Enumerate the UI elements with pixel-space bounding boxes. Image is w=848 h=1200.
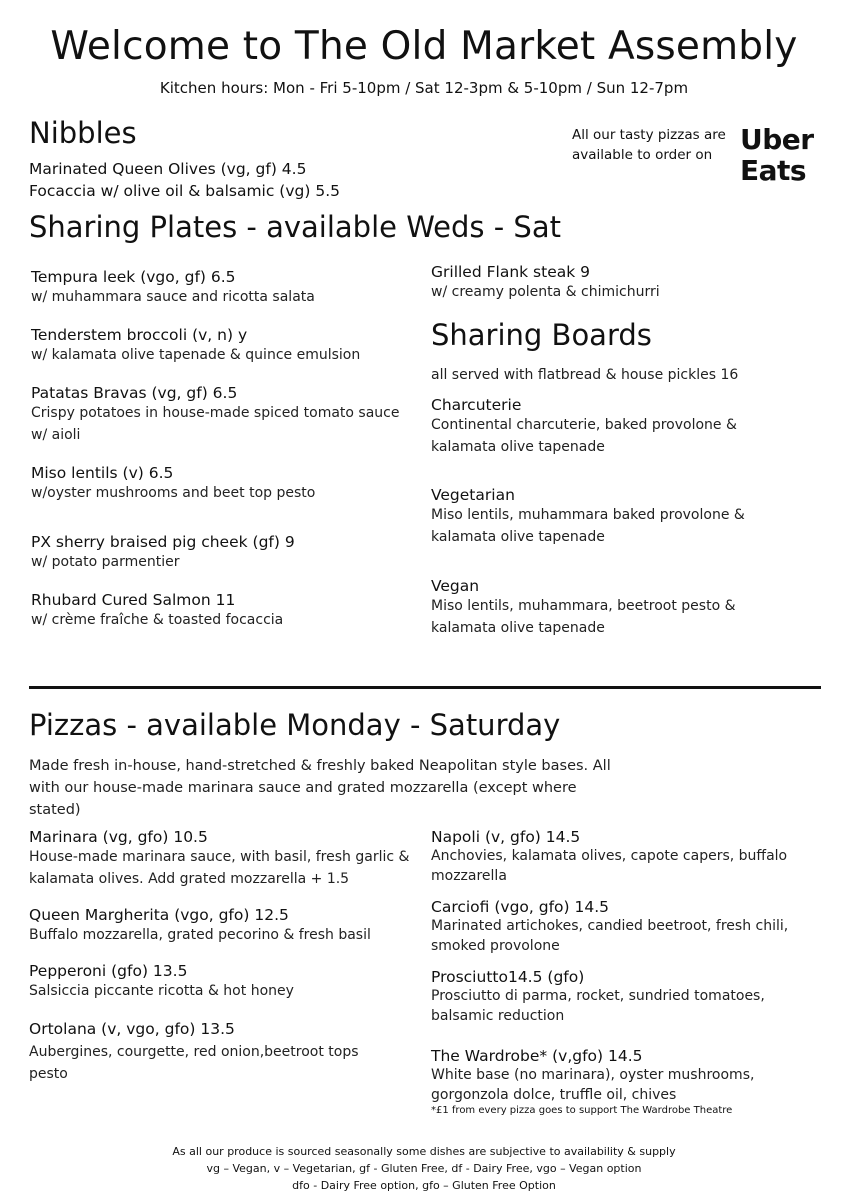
page-title: Welcome to The Old Market Assembly — [50, 24, 798, 69]
nibble-item: Marinated Queen Olives (vg, gf) 4.5 — [29, 160, 307, 178]
item-name: Charcuterie — [431, 396, 522, 414]
uber-promo-line: available to order on — [572, 147, 713, 163]
menu-item — [431, 1047, 811, 1116]
nibbles-heading: Nibbles — [29, 116, 137, 150]
footer-line: dfo - Dairy Free option, gfo – Gluten Free Option — [292, 1179, 556, 1192]
uber-logo-line: Eats — [740, 154, 807, 187]
kitchen-hours: Kitchen hours: Mon - Fri 5-10pm / Sat 12-3pm & 5-10pm / Sun 12-7pm — [159, 79, 689, 97]
uber-logo-line: Uber — [740, 123, 814, 156]
sharing-boards-subtitle: all served with flatbread & house pickles 16 — [431, 367, 739, 383]
pizzas-heading: Pizzas - available Monday - Saturday — [29, 708, 561, 742]
item-desc: Prosciutto di parma, rocket, sundried tomatoes, balsamic reduction — [431, 988, 765, 1024]
item-name: Rhubard Cured Salmon 11 — [31, 591, 236, 609]
item-desc: Aubergines, courgette, red onion,beetroot tops pesto — [29, 1044, 359, 1082]
sharing-boards-heading: Sharing Boards — [431, 318, 652, 352]
uber-eats-logo — [740, 124, 814, 186]
wardrobe-note: *£1 from every pizza goes to support The Wardrobe Theatre — [431, 1105, 733, 1116]
item-desc: White base (no marinara), oyster mushrooms, gorgonzola dolce, truffle oil, chives — [431, 1067, 755, 1103]
item-desc: Anchovies, kalamata olives, capote capers, buffalo mozzarella — [431, 848, 788, 884]
item-desc: Crispy potatoes in house-made spiced tomato sauce w/ aioli — [31, 405, 400, 443]
item-name: Marinara (vg, gfo) 10.5 — [29, 828, 208, 846]
item-desc: Buffalo mozzarella, grated pecorino & fresh basil — [29, 927, 371, 943]
menu-item — [31, 591, 416, 631]
menu-item — [431, 577, 771, 639]
menu-item — [431, 828, 811, 886]
item-desc: w/ muhammara sauce and ricotta salata — [31, 289, 315, 305]
item-desc: Miso lentils, muhammara, beetroot pesto & kalamata olive tapenade — [431, 598, 736, 636]
pizzas-intro: Made fresh in-house, hand-stretched & freshly baked Neapolitan style bases. All with our house-made marinara sauce and grated mozzarella (except where stated) — [29, 758, 611, 818]
item-name: Ortolana (v, vgo, gfo) 13.5 — [29, 1020, 235, 1038]
item-desc: w/ potato parmentier — [31, 554, 180, 570]
uber-promo-line: All our tasty pizzas are — [572, 127, 726, 143]
item-desc: w/oyster mushrooms and beet top pesto — [31, 485, 316, 501]
menu-item — [31, 326, 416, 366]
sharing-plates-heading: Sharing Plates - available Weds - Sat — [29, 210, 561, 244]
menu-item — [29, 1020, 389, 1085]
menu-item — [431, 898, 811, 956]
menu-item — [431, 968, 811, 1026]
item-name: Prosciutto14.5 (gfo) — [431, 968, 585, 986]
item-desc: Miso lentils, muhammara baked provolone & kalamata olive tapenade — [431, 507, 745, 545]
item-name: Napoli (v, gfo) 14.5 — [431, 828, 581, 846]
item-desc: Continental charcuterie, baked provolone & kalamata olive tapenade — [431, 417, 737, 455]
item-desc: w/ creamy polenta & chimichurri — [431, 284, 660, 300]
item-name: The Wardrobe* (v,gfo) 14.5 — [431, 1047, 643, 1065]
nibble-item: Focaccia w/ olive oil & balsamic (vg) 5.5 — [29, 182, 340, 200]
section-divider — [29, 686, 821, 689]
item-name: PX sherry braised pig cheek (gf) 9 — [31, 533, 295, 551]
item-name: Carciofi (vgo, gfo) 14.5 — [431, 898, 610, 916]
menu-item — [31, 268, 416, 308]
item-name: Vegan — [431, 577, 480, 595]
menu-item — [31, 533, 416, 573]
menu-item — [29, 906, 414, 946]
footer-line: vg – Vegan, v – Vegetarian, gf - Gluten Free, df - Dairy Free, vgo – Vegan option — [206, 1162, 642, 1175]
uber-eats-promo — [572, 125, 726, 165]
item-desc: w/ kalamata olive tapenade & quince emulsion — [31, 347, 361, 363]
item-desc: Marinated artichokes, candied beetroot, fresh chili, smoked provolone — [431, 918, 789, 954]
item-name: Vegetarian — [431, 486, 515, 504]
item-desc: w/ crème fraîche & toasted focaccia — [31, 612, 284, 628]
menu-item — [431, 396, 771, 458]
item-name: Patatas Bravas (vg, gf) 6.5 — [31, 384, 238, 402]
footer — [0, 1143, 848, 1194]
item-name: Tenderstem broccoli (v, n) y — [31, 326, 248, 344]
footer-line: As all our produce is sourced seasonally some dishes are subjective to availability & supply — [172, 1145, 676, 1158]
item-name: Tempura leek (vgo, gf) 6.5 — [31, 268, 236, 286]
menu-item — [29, 962, 414, 1002]
item-name: Queen Margherita (vgo, gfo) 12.5 — [29, 906, 289, 924]
menu-item — [431, 263, 821, 303]
item-desc: Salsiccia piccante ricotta & hot honey — [29, 983, 294, 999]
item-desc: House-made marinara sauce, with basil, fresh garlic & kalamata olives. Add grated mozzarella + 1.5 — [29, 849, 410, 887]
menu-item — [431, 486, 771, 548]
menu-item — [31, 464, 416, 504]
item-name: Grilled Flank steak 9 — [431, 263, 591, 281]
item-name: Pepperoni (gfo) 13.5 — [29, 962, 188, 980]
menu-item — [29, 828, 414, 890]
menu-item — [31, 384, 419, 446]
item-name: Miso lentils (v) 6.5 — [31, 464, 174, 482]
